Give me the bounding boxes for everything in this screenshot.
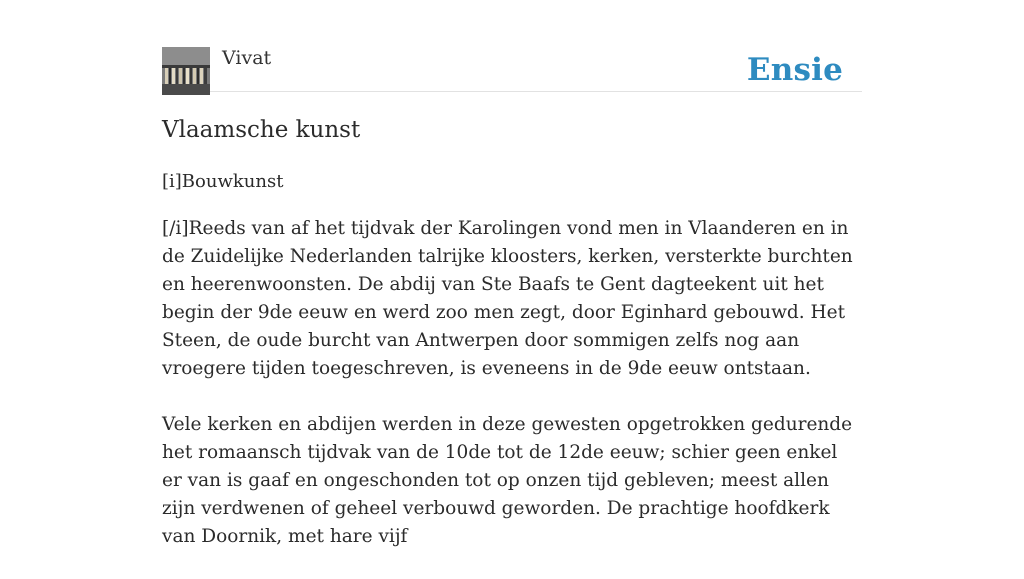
brand-logo[interactable]: Ensie xyxy=(746,52,843,88)
article-body xyxy=(162,215,862,579)
article-paragraph: Vele kerken en abdijen werden in deze gewesten opgetrokken gedurende het romaansch tijdvak van de 10de tot de 12de eeuw; schier geen enkel er van is gaaf en ongeschonden tot op onzen tijd gebleven; meest allen zijn verdwenen of geheel verbouwd geworden. De prachtige hoofdkerk van Doornik, met hare vijf xyxy=(162,414,853,547)
author-name[interactable]: Vivat xyxy=(222,47,272,69)
bookshelf-avatar-icon xyxy=(162,47,210,95)
author-avatar[interactable] xyxy=(162,47,210,95)
article-title: Vlaamsche kunst xyxy=(162,117,361,143)
article-paragraph: [/i]Reeds van af het tijdvak der Karolingen vond men in Vlaanderen en in de Zuidelijke Nederlanden talrijke kloosters, kerken, versterkte burchten en heerenwoonsten. De abdij van Ste Baafs te Gent dagteekent uit het begin der 9de eeuw en werd zoo men zegt, door Eginhard gebouwd. Het Steen, de oude burcht van Antwerpen door sommigen zelfs nog aan vroegere tijden toegeschreven, is eveneens in de 9de eeuw ontstaan. xyxy=(162,218,853,379)
article-subheading: [i]Bouwkunst xyxy=(162,171,284,192)
article-header xyxy=(162,46,862,92)
article-page xyxy=(162,0,862,547)
